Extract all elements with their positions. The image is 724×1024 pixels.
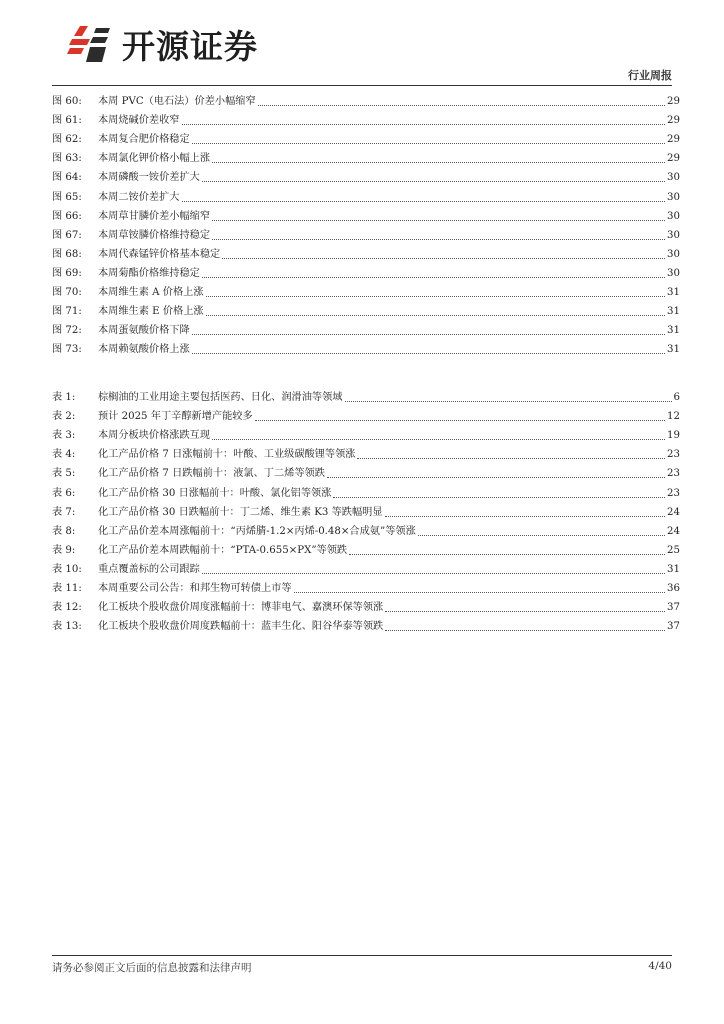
entry-title: 本周二铵价差扩大: [98, 191, 180, 203]
entry-number: 表 1:: [52, 392, 76, 404]
entry-title: 本周重要公司公告：和邦生物可转债上市等: [98, 583, 292, 595]
dot-leader: [202, 573, 665, 574]
entry-number: 表 11:: [52, 583, 82, 595]
entry-number: 图 60:: [52, 96, 82, 108]
dot-leader: [385, 630, 665, 631]
entry-title: 化工产品价格 30 日跌幅前十：丁二烯、维生素 K3 等跌幅明显: [98, 506, 383, 518]
dot-leader: [212, 220, 665, 221]
kysec-logo-icon: [66, 24, 114, 64]
entry-number: 图 69:: [52, 267, 82, 279]
entry-page: 23: [667, 487, 680, 499]
entry-page: 24: [667, 506, 680, 518]
figure-list: [52, 90, 680, 357]
figure-toc-entry[interactable]: [52, 300, 680, 319]
entry-title: 本周分板块价格涨跌互现: [98, 430, 211, 442]
header-divider: [52, 85, 672, 86]
entry-page: 29: [667, 153, 680, 165]
table-toc-entry[interactable]: [52, 520, 680, 539]
entry-page: 6: [673, 392, 680, 404]
entry-page: 31: [667, 344, 680, 356]
entry-page: 12: [667, 411, 680, 423]
dot-leader: [294, 592, 665, 593]
dot-leader: [255, 420, 665, 421]
entry-title: 化工板块个股收盘价周度涨幅前十：博菲电气、嘉澳环保等领涨: [98, 602, 384, 614]
entry-page: 23: [667, 449, 680, 461]
entry-number: 表 13:: [52, 621, 82, 633]
entry-title: 化工产品价差本周跌幅前十：“PTA-0.655×PX”等领跌: [98, 544, 348, 556]
figure-toc-entry[interactable]: [52, 90, 680, 109]
entry-number: 表 10:: [52, 563, 82, 575]
entry-title: 本周维生素 A 价格上涨: [98, 287, 204, 299]
figure-toc-entry[interactable]: [52, 109, 680, 128]
table-toc-entry[interactable]: [52, 405, 680, 424]
table-toc-entry[interactable]: [52, 539, 680, 558]
footer-divider: [52, 955, 672, 956]
dot-leader: [349, 554, 665, 555]
table-toc-entry[interactable]: [52, 577, 680, 596]
dot-leader: [345, 401, 672, 402]
dot-leader: [202, 181, 665, 182]
entry-title: 棕榈油的工业用途主要包括医药、日化、润滑油等领域: [98, 392, 343, 404]
dot-leader: [385, 516, 666, 517]
entry-page: 19: [667, 430, 680, 442]
entry-page: 30: [667, 229, 680, 241]
entry-number: 表 9:: [52, 544, 76, 556]
entry-number: 表 3:: [52, 430, 76, 442]
entry-number: 图 61:: [52, 115, 82, 127]
entry-page: 37: [667, 621, 680, 633]
entry-page: 29: [667, 115, 680, 127]
entry-title: 化工产品价格 7 日跌幅前十：液氯、丁二烯等领跌: [98, 468, 325, 480]
dot-leader: [357, 458, 665, 459]
table-list: [52, 386, 680, 634]
entry-number: 表 6:: [52, 487, 76, 499]
company-name: 开源证券: [122, 26, 258, 66]
entry-title: 化工板块个股收盘价周度跌幅前十：蓝丰生化、阳谷华泰等领跌: [98, 621, 384, 633]
company-logo: [66, 22, 258, 66]
page-number: 4/40: [648, 960, 672, 972]
dot-leader: [333, 497, 665, 498]
dot-leader: [212, 162, 665, 163]
entry-page: 36: [667, 583, 680, 595]
figure-toc-entry[interactable]: [52, 281, 680, 300]
entry-number: 表 7:: [52, 506, 76, 518]
entry-number: 图 63:: [52, 153, 82, 165]
dot-leader: [192, 353, 665, 354]
entry-title: 化工产品价格 7 日涨幅前十：叶酸、工业级碳酸锂等领涨: [98, 449, 356, 461]
figure-toc-entry[interactable]: [52, 243, 680, 262]
table-toc-entry[interactable]: [52, 424, 680, 443]
entry-title: 本周赖氨酸价格上涨: [98, 344, 190, 356]
entry-title: 预计 2025 年丁辛醇新增产能较多: [98, 411, 253, 423]
entry-title: 化工产品价差本周涨幅前十：“丙烯腈-1.2×丙烯-0.48×合成氨”等领涨: [98, 525, 416, 537]
figure-toc-entry[interactable]: [52, 224, 680, 243]
entry-title: 重点覆盖标的公司跟踪: [98, 563, 200, 575]
entry-page: 24: [667, 525, 680, 537]
entry-title: 本周维生素 E 价格上涨: [98, 306, 204, 318]
entry-number: 表 2:: [52, 411, 76, 423]
table-toc-entry[interactable]: [52, 462, 680, 481]
entry-number: 图 71:: [52, 306, 82, 318]
entry-title: 本周草甘膦价差小幅缩窄: [98, 210, 211, 222]
dot-leader: [212, 239, 665, 240]
entry-page: 30: [667, 191, 680, 203]
dot-leader: [327, 477, 665, 478]
figure-toc-entry[interactable]: [52, 166, 680, 185]
entry-page: 25: [667, 544, 680, 556]
entry-page: 30: [667, 248, 680, 260]
entry-title: 本周复合肥价格稳定: [98, 134, 190, 146]
entry-number: 图 65:: [52, 191, 82, 203]
figure-toc-entry[interactable]: [52, 262, 680, 281]
table-toc-entry[interactable]: [52, 596, 680, 615]
table-toc-entry[interactable]: [52, 501, 680, 520]
entry-title: 本周蛋氨酸价格下降: [98, 325, 190, 337]
dot-leader: [182, 124, 666, 125]
dot-leader: [258, 105, 665, 106]
figure-toc-entry[interactable]: [52, 185, 680, 204]
entry-page: 29: [667, 134, 680, 146]
entry-page: 30: [667, 172, 680, 184]
table-toc-entry[interactable]: [52, 615, 680, 634]
entry-number: 图 70:: [52, 287, 82, 299]
entry-number: 图 73:: [52, 344, 82, 356]
entry-page: 23: [667, 468, 680, 480]
entry-title: 化工产品价格 30 日涨幅前十：叶酸、氯化铝等领涨: [98, 487, 332, 499]
table-toc-entry[interactable]: [52, 558, 680, 577]
table-toc-entry[interactable]: [52, 386, 680, 405]
figure-toc-entry[interactable]: [52, 319, 680, 338]
entry-title: 本周烧碱价差收窄: [98, 115, 180, 127]
dot-leader: [385, 611, 665, 612]
entry-page: 37: [667, 602, 680, 614]
dot-leader: [192, 334, 665, 335]
entry-number: 图 68:: [52, 248, 82, 260]
entry-number: 表 12:: [52, 602, 82, 614]
entry-page: 31: [667, 306, 680, 318]
entry-title: 本周代森锰锌价格基本稳定: [98, 248, 221, 260]
figure-toc-entry[interactable]: [52, 338, 680, 357]
entry-title: 本周 PVC（电石法）价差小幅缩窄: [98, 96, 256, 108]
table-toc-entry[interactable]: [52, 481, 680, 500]
table-toc-entry[interactable]: [52, 443, 680, 462]
entry-page: 30: [667, 267, 680, 279]
dot-leader: [206, 296, 666, 297]
entry-number: 表 8:: [52, 525, 76, 537]
dot-leader: [192, 143, 665, 144]
entry-number: 图 66:: [52, 210, 82, 222]
footer-disclaimer: 请务必参阅正文后面的信息披露和法律声明: [52, 962, 252, 974]
dot-leader: [206, 315, 665, 316]
entry-page: 31: [667, 325, 680, 337]
figure-toc-entry[interactable]: [52, 128, 680, 147]
entry-title: 本周氯化钾价格小幅上涨: [98, 153, 211, 165]
dot-leader: [202, 277, 665, 278]
dot-leader: [222, 258, 665, 259]
entry-title: 本周磷酸一铵价差扩大: [98, 172, 200, 184]
entry-title: 本周菊酯价格维持稳定: [98, 267, 200, 279]
document-type: 行业周报: [628, 69, 672, 82]
entry-number: 图 72:: [52, 325, 82, 337]
entry-page: 31: [667, 287, 680, 299]
entry-title: 本周草铵膦价格维持稳定: [98, 229, 211, 241]
entry-page: 31: [667, 563, 680, 575]
entry-number: 表 4:: [52, 449, 76, 461]
dot-leader: [182, 201, 666, 202]
entry-number: 图 64:: [52, 172, 82, 184]
dot-leader: [212, 439, 665, 440]
figure-toc-entry[interactable]: [52, 205, 680, 224]
entry-number: 图 62:: [52, 134, 82, 146]
entry-page: 29: [667, 96, 680, 108]
figure-toc-entry[interactable]: [52, 147, 680, 166]
entry-number: 表 5:: [52, 468, 76, 480]
dot-leader: [418, 535, 665, 536]
entry-page: 30: [667, 210, 680, 222]
entry-number: 图 67:: [52, 229, 82, 241]
